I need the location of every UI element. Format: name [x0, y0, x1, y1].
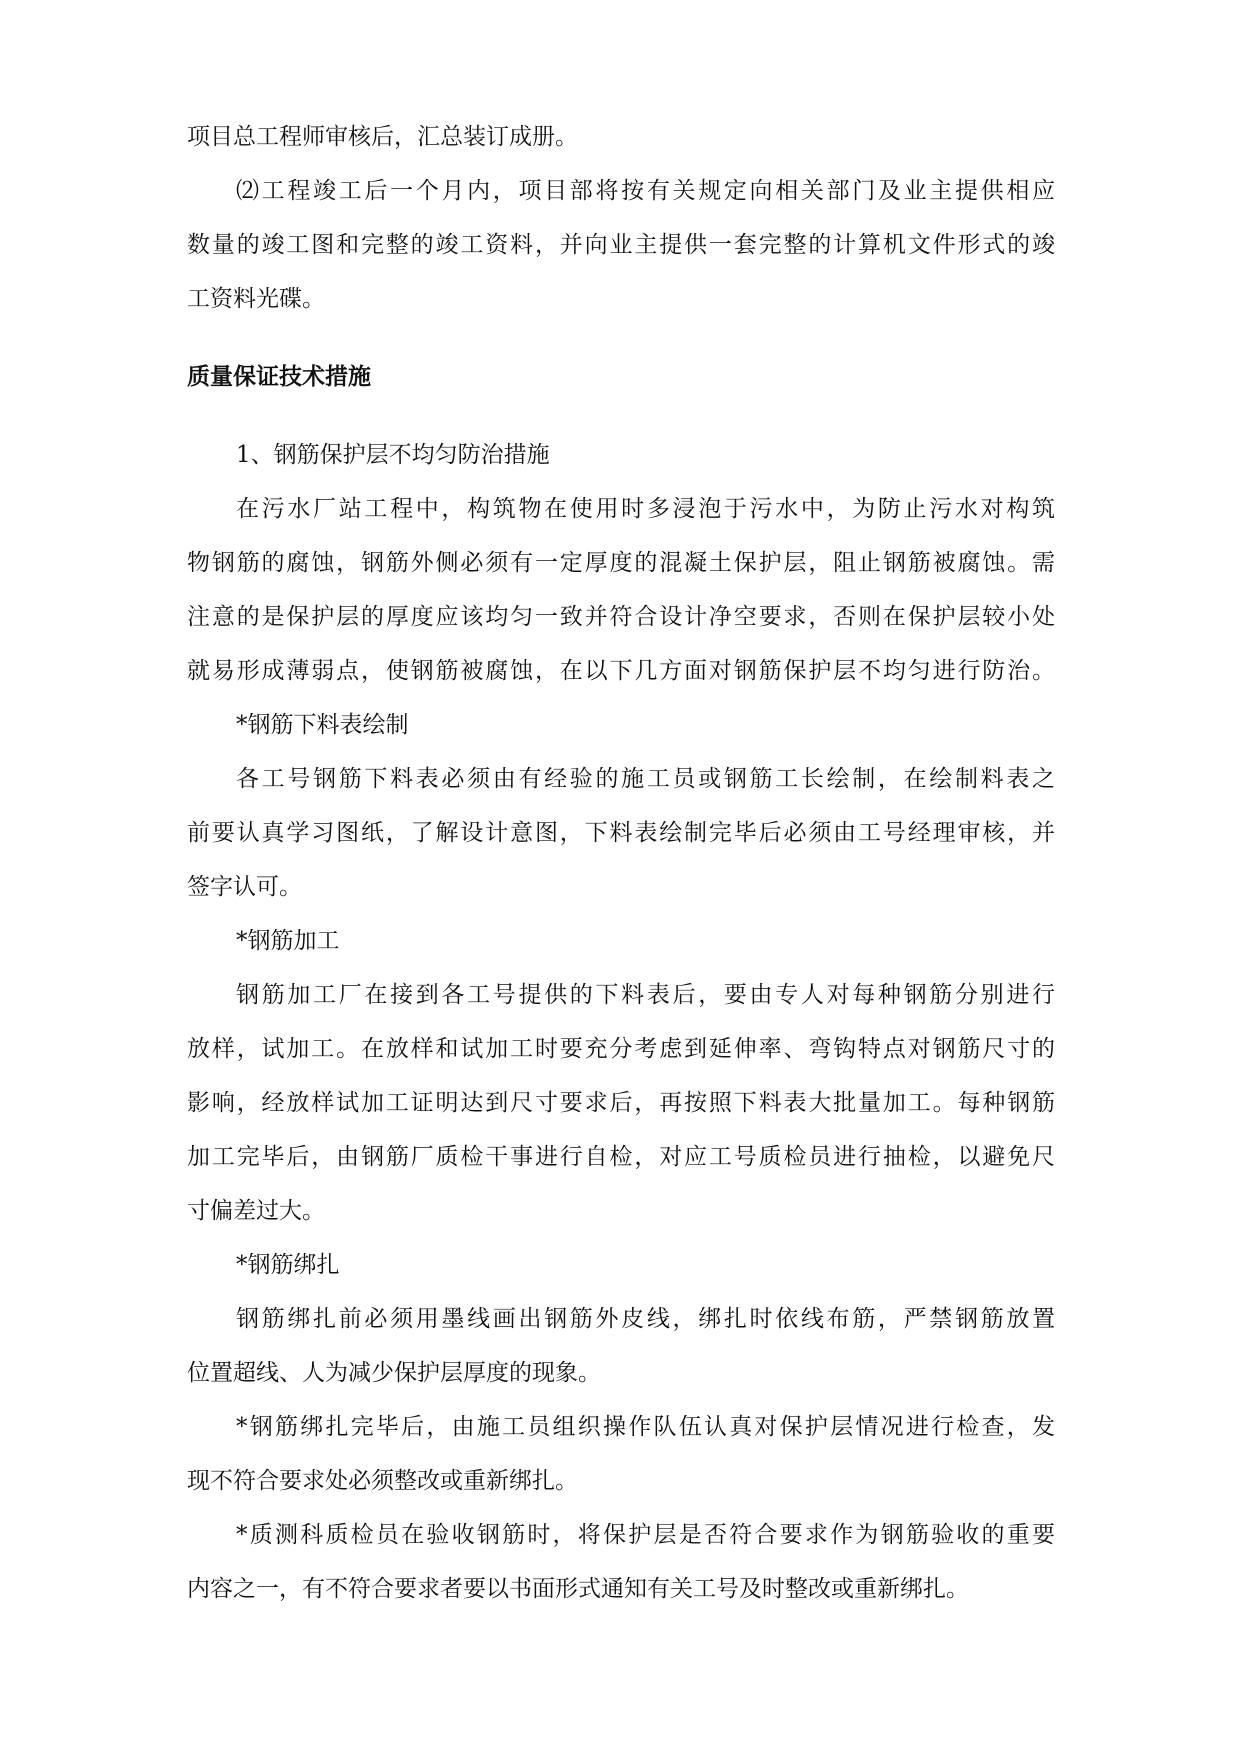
text-line: 就易形成薄弱点，使钢筋被腐蚀，在以下几方面对钢筋保护层不均匀进行防治。 [187, 658, 1055, 684]
text-line: 现不符合要求处必须整改或重新绑扎。 [187, 1468, 578, 1494]
text-line: 前要认真学习图纸，了解设计意图，下料表绘制完毕后必须由工号经理审核，并 [187, 820, 1055, 846]
text-line: 寸偏差过大。 [187, 1198, 325, 1224]
item-body [187, 1400, 1055, 1508]
text-line: 加工完毕后，由钢筋厂质检干事进行自检，对应工号质检员进行抽检，以避免尺 [187, 1144, 1055, 1170]
text-line: 位置超线、人为减少保护层厚度的现象。 [187, 1360, 601, 1386]
text-line: 在污水厂站工程中，构筑物在使用时多浸泡于污水中，为防止污水对构筑 [236, 496, 1055, 522]
paragraph-top [187, 110, 1055, 164]
text-line: 钢筋加工厂在接到各工号提供的下料表后，要由专人对每种钢筋分别进行 [236, 982, 1055, 1008]
paragraph-completion-docs [187, 164, 1055, 326]
section-heading: 质量保证技术措施 [187, 364, 371, 390]
text-line: 钢筋绑扎前必须用墨线画出钢筋外皮线，绑扎时依线布筋，严禁钢筋放置 [236, 1306, 1055, 1332]
item-body [187, 752, 1055, 914]
document-page [187, 110, 1055, 1616]
item-body [187, 1508, 1055, 1616]
text-line: *钢筋绑扎完毕后，由施工员组织操作队伍认真对保护层情况进行检查，发 [236, 1414, 1055, 1440]
spacer [187, 326, 1055, 350]
text-line: ⑵工程竣工后一个月内，项目部将按有关规定向相关部门及业主提供相应 [236, 178, 1055, 204]
item-title: *钢筋下料表绘制 [236, 712, 409, 738]
text-line: 放样，试加工。在放样和试加工时要充分考虑到延伸率、弯钩特点对钢筋尺寸的 [187, 1036, 1055, 1062]
text-line: 数量的竣工图和完整的竣工资料，并向业主提供一套完整的计算机文件形式的竣 [187, 232, 1055, 258]
text-line: 影响，经放样试加工证明达到尺寸要求后，再按照下料表大批量加工。每种钢筋 [187, 1090, 1055, 1116]
subsection-title: 1、钢筋保护层不均匀防治措施 [236, 442, 550, 468]
text-line: 注意的是保护层的厚度应该均匀一致并符合设计净空要求，否则在保护层较小处 [187, 604, 1055, 630]
spacer [187, 404, 1055, 428]
item-body [187, 968, 1055, 1238]
text-line: 物钢筋的腐蚀，钢筋外侧必须有一定厚度的混凝土保护层，阻止钢筋被腐蚀。需 [187, 550, 1055, 576]
paragraph-intro [187, 482, 1055, 698]
text-line: 签字认可。 [187, 874, 302, 900]
text-line: *质测科质检员在验收钢筋时，将保护层是否符合要求作为钢筋验收的重要 [236, 1522, 1055, 1548]
text-line: 项目总工程师审核后，汇总装订成册。 [187, 124, 578, 150]
item-title: *钢筋绑扎 [236, 1252, 340, 1278]
text-line: 各工号钢筋下料表必须由有经验的施工员或钢筋工长绘制，在绘制料表之 [236, 766, 1055, 792]
text-line: 内容之一，有不符合要求者要以书面形式通知有关工号及时整改或重新绑扎。 [187, 1576, 969, 1602]
item-title: *钢筋加工 [236, 928, 340, 954]
item-body [187, 1292, 1055, 1400]
text-line: 工资料光碟。 [187, 286, 325, 312]
